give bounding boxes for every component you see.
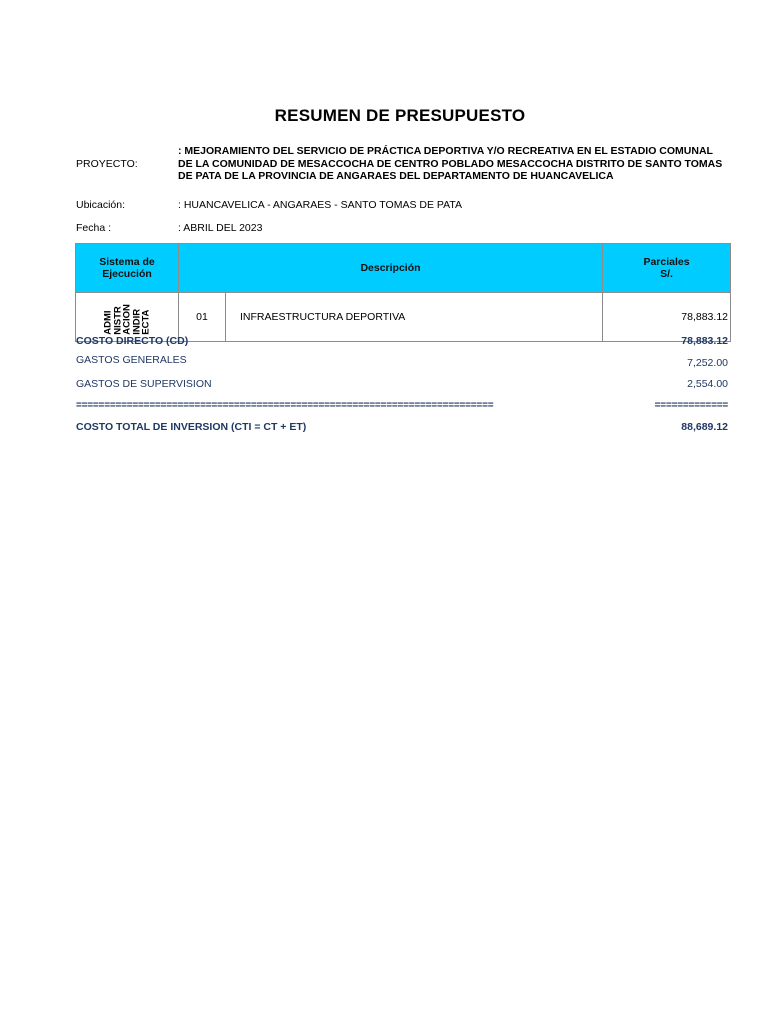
gastos-generales-value: 7,252.00 bbox=[687, 357, 728, 369]
header-descripcion: Descripción bbox=[179, 244, 603, 293]
fecha-value: : ABRIL DEL 2023 bbox=[178, 222, 263, 234]
gastos-supervision-value: 2,554.00 bbox=[687, 378, 728, 390]
separator-right: ============= bbox=[654, 400, 728, 411]
summary-gastos-supervision bbox=[76, 378, 728, 390]
row-sistema-text: ADMI NISTR ACION INDIR ECTA bbox=[102, 304, 152, 335]
proyecto-value: : MEJORAMIENTO DEL SERVICIO DE PRÁCTICA DEPORTIVA Y/O RECREATIVA EN EL ESTADIO COMUNAL DE LA COMUNIDAD DE MESACCOCHA DE CENTRO POBLADO MESACCOCHA DISTRITO DE SANTO TOMAS DE PATA DE LA PROVINCIA DE ANGARAES DEL DEPARTAMENTO DE HUANCAVELICA bbox=[178, 145, 723, 182]
separator-left: ========================================================================== bbox=[76, 400, 494, 411]
gastos-generales-label: GASTOS GENERALES bbox=[76, 354, 187, 366]
summary-costo-total bbox=[76, 421, 728, 433]
header-sistema: Sistema de Ejecución bbox=[76, 244, 179, 293]
costo-directo-label: COSTO DIRECTO (CD) bbox=[76, 335, 189, 347]
table-header-row bbox=[76, 244, 731, 293]
fecha-label: Fecha : bbox=[76, 222, 112, 234]
summary-separator bbox=[76, 400, 728, 411]
row-code: 01 bbox=[179, 293, 226, 342]
page-title: RESUMEN DE PRESUPUESTO bbox=[274, 106, 526, 125]
budget-table bbox=[75, 243, 731, 342]
proyecto-label: PROYECTO: bbox=[76, 158, 138, 170]
gastos-supervision-label: GASTOS DE SUPERVISION bbox=[76, 378, 212, 390]
costo-directo-value: 78,883.12 bbox=[681, 335, 728, 347]
header-parciales: Parciales S/. bbox=[603, 244, 731, 293]
ubicacion-value: : HUANCAVELICA - ANGARAES - SANTO TOMAS DE PATA bbox=[178, 199, 462, 211]
row-descripcion: INFRAESTRUCTURA DEPORTIVA bbox=[226, 293, 603, 342]
costo-total-label: COSTO TOTAL DE INVERSION (CTI = CT + ET) bbox=[76, 421, 307, 433]
row-parcial: 78,883.12 bbox=[603, 293, 731, 342]
summary-costo-directo bbox=[76, 335, 728, 347]
ubicacion-label: Ubicación: bbox=[76, 199, 126, 211]
costo-total-value: 88,689.12 bbox=[681, 421, 728, 433]
summary-gastos-generales bbox=[76, 354, 728, 369]
